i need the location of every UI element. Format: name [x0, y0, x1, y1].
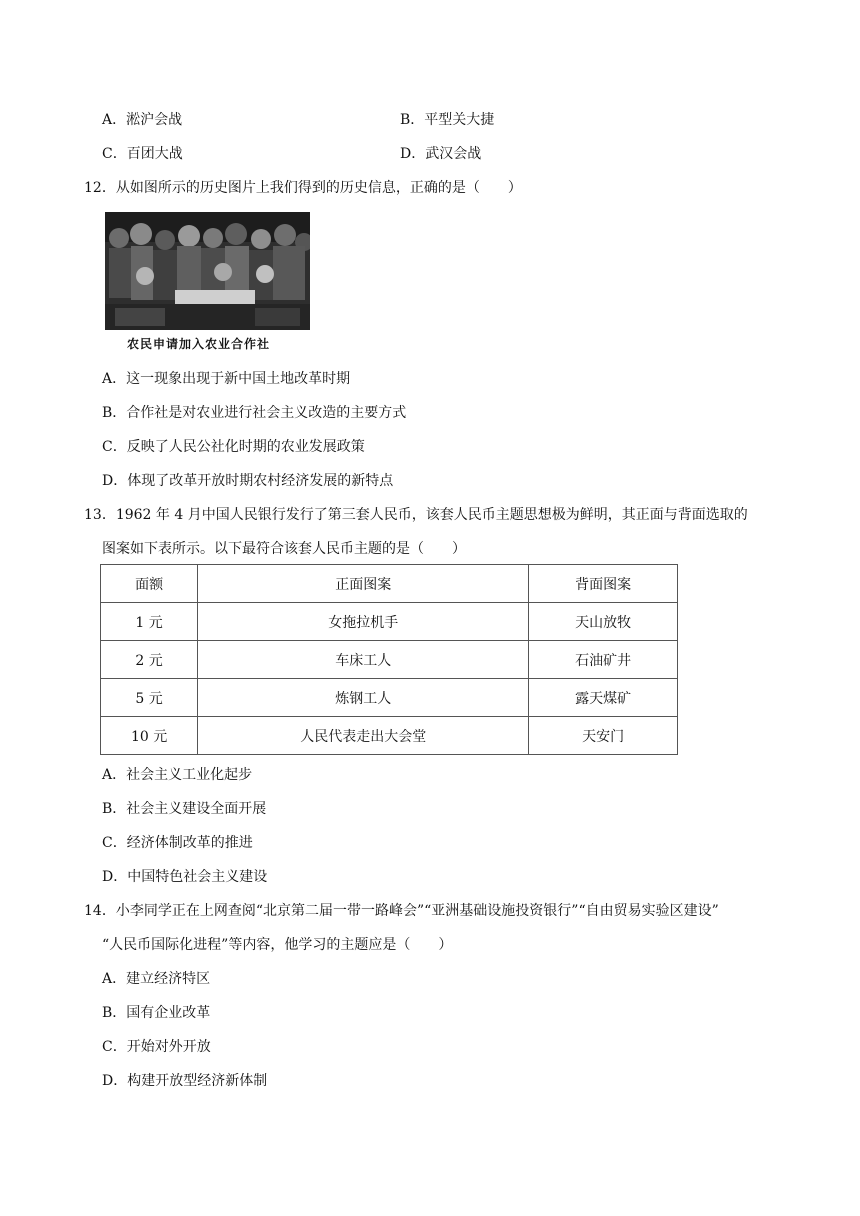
table-cell: 女拖拉机手: [198, 603, 529, 641]
q14-stem-line1: 14．小李同学正在上网查阅“北京第二届一带一路峰会”“亚洲基础设施投资银行”“自由贸易实验区建设”: [84, 903, 719, 919]
q14-option-a: A．建立经济特区: [102, 971, 211, 987]
table-header-cell: 正面图案: [198, 565, 529, 603]
table-cell: 人民代表走出大会堂: [198, 717, 529, 755]
q14-option-c: C．开始对外开放: [102, 1039, 211, 1055]
q11-option-a: A．淞沪会战: [102, 112, 183, 128]
q11-option-b: B．平型关大捷: [400, 112, 495, 128]
table-cell: 10 元: [101, 717, 198, 755]
q12-option-c: C．反映了人民公社化时期的农业发展政策: [102, 439, 365, 455]
q13-option-a: A．社会主义工业化起步: [102, 767, 253, 783]
q12-option-b: B．合作社是对农业进行社会主义改造的主要方式: [102, 405, 407, 421]
photo-caption: 农民申请加入农业合作社: [127, 337, 271, 351]
q13-stem-line2: 图案如下表所示。以下最符合该套人民币主题的是（ ）: [102, 541, 466, 557]
q12-option-a: A．这一现象出现于新中国土地改革时期: [102, 371, 351, 387]
currency-table: [100, 564, 678, 755]
historical-photo: [105, 212, 310, 330]
q12-stem: 12．从如图所示的历史图片上我们得到的历史信息，正确的是（ ）: [84, 180, 522, 196]
table-cell: 天安门: [529, 717, 678, 755]
table-cell: 露天煤矿: [529, 679, 678, 717]
q13-option-b: B．社会主义建设全面开展: [102, 801, 267, 817]
q14-option-d: D．构建开放型经济新体制: [102, 1073, 268, 1089]
q13-option-d: D．中国特色社会主义建设: [102, 869, 268, 885]
q11-option-d: D．武汉会战: [400, 146, 482, 162]
q14-option-b: B．国有企业改革: [102, 1005, 211, 1021]
table-row: [101, 717, 678, 755]
table-row: [101, 679, 678, 717]
table-header-cell: 面额: [101, 565, 198, 603]
table-cell: 天山放牧: [529, 603, 678, 641]
table-header-row: [101, 565, 678, 603]
q13-stem-line1: 13．1962 年 4 月中国人民银行发行了第三套人民币，该套人民币主题思想极为鲜明，其正面与背面选取的: [84, 507, 748, 523]
table-row: [101, 641, 678, 679]
q11-option-c: C．百团大战: [102, 146, 183, 162]
table-cell: 车床工人: [198, 641, 529, 679]
table-row: [101, 603, 678, 641]
table-cell: 2 元: [101, 641, 198, 679]
table-cell: 炼钢工人: [198, 679, 529, 717]
q13-option-c: C．经济体制改革的推进: [102, 835, 253, 851]
table-header-cell: 背面图案: [529, 565, 678, 603]
table-cell: 石油矿井: [529, 641, 678, 679]
table-cell: 5 元: [101, 679, 198, 717]
table-cell: 1 元: [101, 603, 198, 641]
q14-stem-line2: “人民币国际化进程”等内容，他学习的主题应是（ ）: [102, 937, 453, 953]
q12-option-d: D．体现了改革开放时期农村经济发展的新特点: [102, 473, 394, 489]
